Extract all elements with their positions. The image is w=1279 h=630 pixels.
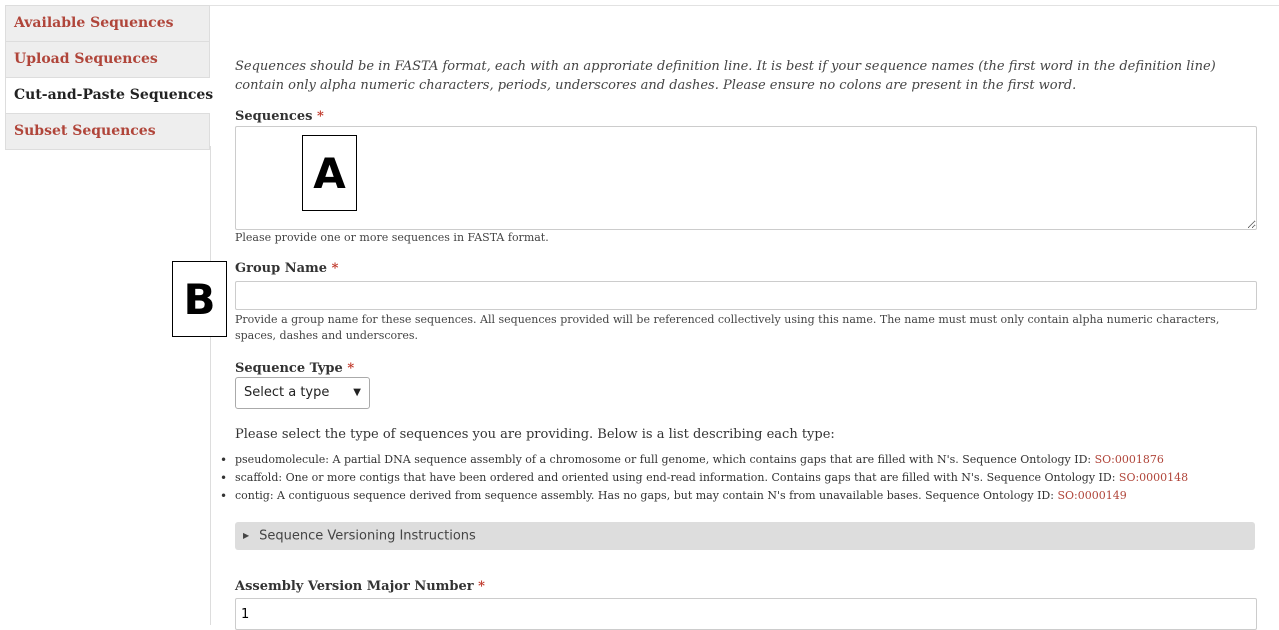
annotation-a: A — [302, 135, 357, 211]
bullet-icon: • — [220, 471, 228, 485]
sequences-textarea[interactable] — [235, 126, 1257, 230]
required-marker: * — [316, 109, 324, 124]
sequence-type-label-text: Sequence Type — [235, 361, 343, 376]
sequence-type-list — [220, 451, 1188, 505]
group-name-help: Provide a group name for these sequences. All sequences provided will be referenced collectively using this name. The name must must only contain alpha numeric characters, spaces, dashes and underscores. — [235, 313, 1220, 342]
list-item-text: contig: A contiguous sequence derived from sequence assembly. Has no gaps, but may contain N's from unavailable bases. Sequence Ontology ID: — [235, 489, 1058, 502]
sequence-type-selected: Select a type — [244, 385, 330, 400]
sequences-label — [235, 109, 324, 124]
list-item — [220, 451, 1188, 469]
tab-upload-sequences[interactable]: Upload Sequences — [5, 42, 210, 78]
tab-subset-sequences[interactable]: Subset Sequences — [5, 114, 210, 150]
list-item-text: scaffold: One or more contigs that have been ordered and oriented using end-read information. Contains gaps that are filled with N's. Sequence Ontology ID: — [235, 471, 1119, 484]
assembly-major-label-text: Assembly Version Major Number — [235, 579, 474, 594]
required-marker: * — [331, 261, 339, 276]
group-name-label — [235, 261, 338, 276]
required-marker: * — [478, 579, 485, 594]
sequences-label-text: Sequences — [235, 109, 313, 124]
so-link[interactable]: SO:0000148 — [1118, 471, 1189, 484]
versioning-instructions-toggle[interactable] — [235, 522, 1255, 550]
annotation-b: B — [172, 261, 227, 337]
assembly-major-input[interactable] — [235, 598, 1257, 630]
list-item — [220, 469, 1188, 487]
so-link[interactable]: SO:0000149 — [1057, 489, 1127, 502]
caret-down-icon: ▼ — [353, 387, 361, 398]
group-name-input[interactable] — [235, 281, 1257, 310]
tab-cut-and-paste-sequences[interactable]: Cut-and-Paste Sequences — [5, 78, 210, 114]
bullet-icon: • — [220, 453, 228, 467]
required-marker: * — [347, 361, 355, 376]
fasta-instructions: Sequences should be in FASTA format, each with an approriate definition line. It is best if your sequence names (the first word in the definition line) contain only alpha numeric characters, periods, underscores and dashes. Please ensure no colons are present in the first word. — [235, 59, 1216, 93]
list-item — [220, 487, 1188, 505]
sequence-type-label — [235, 361, 354, 376]
triangle-right-icon: ▶ — [243, 531, 250, 540]
versioning-label: Sequence Versioning Instructions — [259, 528, 476, 544]
group-name-label-text: Group Name — [235, 261, 328, 276]
bullet-icon: • — [220, 489, 228, 503]
sequences-help: Please provide one or more sequences in FASTA format. — [235, 231, 549, 244]
sidebar-tabs — [5, 5, 214, 150]
assembly-major-label — [235, 579, 485, 594]
tab-available-sequences[interactable]: Available Sequences — [5, 5, 210, 42]
so-link[interactable]: SO:0001876 — [1094, 453, 1164, 466]
sidebar-divider — [210, 146, 211, 625]
sequence-type-intro: Please select the type of sequences you are providing. Below is a list describing each type: — [235, 427, 835, 442]
list-item-text: pseudomolecule: A partial DNA sequence assembly of a chromosome or full genome, which contains gaps that are filled with N's. Sequence Ontology ID: — [235, 453, 1095, 466]
top-divider — [210, 5, 1279, 6]
sequence-type-select[interactable] — [235, 377, 370, 409]
